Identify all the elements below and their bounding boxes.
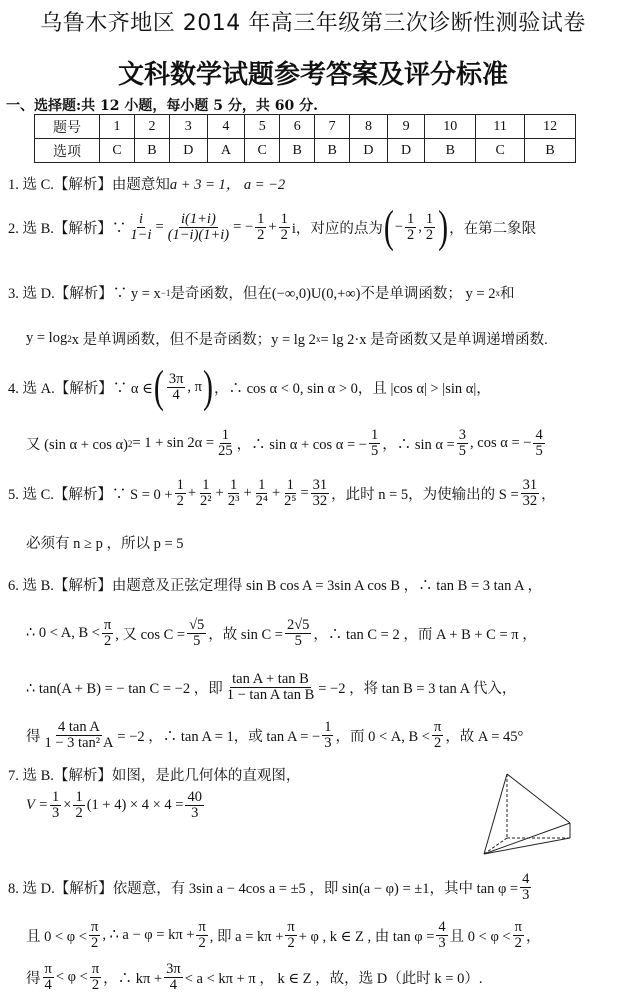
cell: B: [280, 139, 315, 163]
denominator: 2: [176, 493, 184, 510]
fraction: [196, 920, 207, 951]
numerator: 1: [52, 789, 60, 805]
text: 是奇函数，但在(−∞,0)U(0,+∞)不是单调函数； y = 2: [170, 286, 496, 302]
numerator: 2√5: [286, 617, 310, 633]
fraction: [520, 872, 531, 903]
numerator: 1: [286, 477, 294, 493]
denominator: 2²: [200, 493, 212, 510]
text: = −2 ，∴ tan A = 1，或 tan A = −: [117, 729, 321, 746]
text: = lg 2·x 是奇函数又是单调递增函数.: [320, 332, 548, 348]
cell: 5: [245, 115, 280, 139]
text: ∴ tan(A + B) = − tan C = −2 ，即: [26, 681, 223, 698]
numerator: 1: [280, 211, 288, 227]
text: 2. 选 B.【解析】∵: [8, 221, 127, 238]
fraction: [436, 920, 447, 951]
exponent: 2: [127, 438, 133, 449]
denominator: 25: [218, 443, 233, 460]
solution-8-line-2: [26, 920, 540, 951]
cell: 2: [134, 115, 169, 139]
denominator: 2³: [227, 493, 240, 510]
text: 7. 选 B.【解析】如图，是此几何体的直观图，: [8, 768, 301, 784]
answer-table: [34, 114, 576, 163]
cell: D: [387, 139, 425, 163]
numerator: 4: [535, 427, 543, 443]
denominator: 4: [169, 977, 178, 994]
numerator: π: [91, 961, 100, 977]
fraction: [43, 720, 116, 751]
text: < φ <: [55, 969, 88, 986]
exponent: −1: [160, 287, 171, 298]
cell: C: [245, 139, 280, 163]
text: ，∴ kπ +: [103, 971, 163, 988]
text: ∴ 0 < A, B <: [26, 625, 100, 642]
fraction: [164, 962, 183, 993]
text: y = log: [26, 330, 68, 346]
solution-6-line-3: [26, 672, 516, 703]
exponent: x: [495, 287, 500, 298]
solution-2: 2. 选 B.【解析】∵ $\frac{i}{1-i}$ = $\frac{i(1+i)}{(1-i)(1+i)}$ = − $\frac{1}{2}$ + $\frac{1}{2}$ i，对应的点为 ( − $\frac{1}{2}$ , $\frac{1}{2}$ ) ，在第二象限: [8, 202, 537, 252]
text: x 是单调函数，但不是奇函数；y = lg 2: [71, 332, 316, 348]
fraction: [255, 212, 266, 243]
numerator: i: [138, 211, 143, 227]
fraction: [216, 428, 235, 459]
denominator: 3: [522, 887, 530, 904]
denominator: 3: [324, 735, 332, 752]
text: 又 (sin α + cos α): [26, 437, 128, 454]
numerator: 1: [202, 477, 210, 493]
fraction: [254, 478, 270, 509]
numerator: 1: [257, 211, 265, 227]
pyramid-figure: [478, 768, 578, 863]
denominator: 1 − tan A tan B: [226, 687, 315, 704]
fraction: [185, 790, 204, 821]
numerator: 1: [176, 477, 184, 493]
cell: 1: [100, 115, 135, 139]
table-row-choices: [35, 139, 576, 163]
numerator: 3π: [168, 371, 184, 387]
denominator: 2: [91, 977, 100, 994]
fraction: [226, 478, 242, 509]
numerator: 1: [258, 477, 266, 493]
denominator: 3: [52, 805, 60, 822]
numerator: π: [198, 919, 206, 935]
cell: A: [207, 139, 245, 163]
text: 且 0 < φ <: [26, 929, 87, 946]
text: ，此时 n = 5，为使输出的 S =: [331, 487, 519, 504]
numerator: 31: [312, 477, 328, 493]
text: ，: [525, 929, 541, 946]
numerator: 31: [522, 477, 538, 493]
text: =: [300, 485, 309, 502]
cell: 10: [425, 115, 476, 139]
document-subtitle: 文科数学试题参考答案及评分标准: [117, 60, 508, 90]
text: ×: [63, 797, 72, 814]
document-title: 乌鲁木齐地区 2014 年高三年级第三次诊断性测验试卷: [40, 11, 586, 36]
cell: B: [315, 139, 350, 163]
cell: 11: [476, 115, 525, 139]
numerator: 3: [458, 427, 467, 443]
subscript: 2: [67, 333, 72, 344]
exponent: x: [315, 333, 321, 344]
text: ，∴ sin α + cos α = −: [236, 437, 367, 454]
numerator: 1: [407, 211, 415, 227]
solution-4: 4. 选 A.【解析】∵ α ∈ ( $\frac{3\pi}{4}$ , π ) ，∴ cos α < 0, sin α > 0，且 |cos α| > |sin α|，: [8, 362, 491, 412]
fraction: [73, 790, 84, 821]
numerator: 1: [370, 427, 379, 443]
text: = 1 + sin 2α =: [132, 435, 215, 452]
cell: C: [100, 139, 135, 163]
cell: B: [425, 139, 476, 163]
numerator: 40: [187, 789, 202, 805]
denominator: 2: [425, 227, 434, 244]
fraction: [43, 962, 54, 993]
text: V =: [26, 797, 49, 814]
text: , 即 a = kπ +: [209, 929, 284, 946]
solution-4-line-2: [26, 428, 547, 459]
numerator: π: [90, 919, 99, 935]
text: ，∴ sin α =: [382, 437, 455, 454]
solution-6-line-4: [26, 720, 523, 751]
solution-3-line-2: [26, 328, 548, 349]
numerator: π: [514, 919, 522, 935]
row-label: 选项: [35, 139, 100, 163]
denominator: 5: [535, 443, 543, 460]
fraction: [175, 478, 186, 509]
text: 和: [499, 286, 515, 302]
solution-5: 5. 选 C.【解析】∵ S = 0 + $\frac{1}{2}$ + $\frac{1}{\text{2²}}$ + $\frac{1}{\text{2³}}$ + $\frac{1}{\text{2⁴}}$ + $\frac{1}{\text{2⁵}}$ = $\frac{31}{32}$ ，此时 n = 5，为使输出的 S = $\frac{31}{32}$ ，: [8, 477, 556, 510]
denominator: 2: [280, 227, 288, 244]
fraction: [513, 920, 524, 951]
denominator: 5: [370, 443, 379, 460]
denominator: 2: [257, 227, 265, 244]
solution-8-line-3: [26, 962, 482, 993]
cell: 9: [387, 115, 425, 139]
denominator: 2: [407, 227, 415, 244]
text: ，∴ cos α < 0, sin α > 0，且 |cos α| > |sin α|，: [213, 381, 491, 398]
solution-5-line-2: [26, 532, 184, 553]
text: 5. 选 C.【解析】∵ S = 0 +: [8, 487, 173, 504]
numerator: 4 tan A: [58, 719, 100, 735]
cell: D: [169, 139, 207, 163]
text: = −2 ，将 tan B = 3 tan A 代入，: [318, 681, 517, 698]
numerator: π: [103, 617, 112, 633]
section-heading: 一、选择题:共 12 小题，每小题 5 分，共 60 分.: [6, 98, 318, 114]
numerator: π: [44, 961, 52, 977]
text: , π: [187, 379, 202, 396]
cell: C: [476, 139, 525, 163]
numerator: 1: [324, 719, 332, 735]
text: , ∴ a − φ = kπ +: [102, 927, 195, 944]
numerator: √5: [189, 617, 205, 633]
text: ，∴ tan C = 2 ，而 A + B + C = π ，: [313, 627, 537, 644]
text: 4. 选 A.【解析】∵ α ∈: [8, 381, 153, 398]
fraction: [322, 720, 333, 751]
text: +: [268, 219, 277, 236]
denominator: 1 − 3 tan² A: [44, 735, 114, 752]
fraction: [405, 212, 416, 243]
fraction: [424, 212, 435, 243]
denominator: 2: [91, 935, 99, 952]
text: 8. 选 D.【解析】依题意，有 3sin a − 4cos a = ±5 ，即 sin(a − φ) = ±1，其中 tan φ =: [8, 881, 519, 898]
text: ，: [541, 487, 556, 504]
numerator: π: [433, 719, 442, 735]
denominator: 2⁵: [284, 493, 297, 510]
fraction: [166, 212, 231, 243]
text: 得: [26, 729, 41, 746]
fraction: [167, 372, 186, 403]
cell: 7: [315, 115, 350, 139]
solution-7: [8, 764, 300, 785]
cell: B: [525, 139, 576, 163]
fraction: [50, 790, 61, 821]
numerator: i(1+i): [181, 211, 216, 227]
text: 6. 选 B.【解析】由题意及正弦定理得 sin B cos A = 3sin A cos B ，∴ tan B = 3 tan A ，: [8, 578, 542, 594]
text: (1 + 4) × 4 × 4 =: [86, 797, 184, 814]
row-label: 题号: [35, 115, 100, 139]
denominator: 4: [172, 387, 180, 404]
denominator: 2: [75, 805, 83, 822]
denominator: 2: [434, 735, 442, 752]
denominator: 5: [193, 633, 201, 650]
fraction: [128, 212, 153, 243]
text: ，而 0 < A, B <: [335, 729, 430, 746]
cell: 8: [350, 115, 388, 139]
fraction: [521, 478, 540, 509]
fraction: [533, 428, 544, 459]
fraction: [187, 618, 206, 649]
denominator: 2: [287, 935, 295, 952]
text: , cos α = −: [470, 435, 532, 452]
text: < a < kπ + π ， k ∈ Z ，故，选 D（此时 k = 0）.: [184, 971, 483, 988]
fraction: [311, 478, 330, 509]
numerator: 4: [522, 871, 530, 887]
text: , 又 cos C =: [115, 627, 186, 644]
cell: B: [134, 139, 169, 163]
fraction: [369, 428, 380, 459]
fraction: [90, 962, 101, 993]
denominator: (1−i)(1+i): [167, 227, 230, 244]
solution-6-line-2: [26, 618, 537, 649]
text: = −: [233, 219, 254, 236]
fraction: [282, 478, 298, 509]
solution-6: [8, 574, 542, 595]
cell: 6: [280, 115, 315, 139]
denominator: 3: [438, 935, 446, 952]
table-row-numbers: [35, 115, 576, 139]
text: 必须有 n ≥ p ，所以 p = 5: [26, 536, 184, 552]
text: ，故 A = 45°: [445, 729, 524, 746]
fraction: [279, 212, 290, 243]
text: ，在第二象限: [449, 221, 537, 238]
text: i，对应的点为: [291, 221, 383, 238]
math: a + 3 = 1， a = −2: [169, 177, 286, 193]
denominator: 2: [198, 935, 206, 952]
denominator: 4: [44, 977, 52, 994]
denominator: 5: [458, 443, 467, 460]
fraction: [432, 720, 443, 751]
cell: 4: [207, 115, 245, 139]
fraction: [457, 428, 468, 459]
denominator: 2: [103, 633, 112, 650]
fraction: [198, 478, 214, 509]
numerator: 1: [425, 211, 434, 227]
fraction: [89, 920, 100, 951]
numerator: tan A + tan B: [232, 671, 309, 687]
solution-7-line-2: [26, 790, 206, 821]
text: 3. 选 D.【解析】∵ y = x: [8, 286, 161, 302]
cell: D: [350, 139, 388, 163]
text: ，故 sin C =: [208, 627, 283, 644]
solution-8: [8, 872, 533, 903]
denominator: 2: [514, 935, 522, 952]
numerator: 4: [438, 919, 446, 935]
text: 且 0 < φ <: [449, 929, 511, 946]
text: 1. 选 C.【解析】由题意知: [8, 177, 170, 193]
text: 得: [26, 971, 41, 988]
solution-3: [8, 282, 514, 303]
numerator: 3π: [166, 961, 181, 977]
fraction: [285, 920, 296, 951]
text: + φ , k ∈ Z , 由 tan φ =: [298, 929, 435, 946]
solution-1: [8, 173, 285, 194]
denominator: 1−i: [130, 227, 152, 244]
denominator: 3: [191, 805, 199, 822]
numerator: 1: [221, 427, 229, 443]
denominator: 32: [522, 493, 538, 510]
numerator: π: [287, 919, 295, 935]
cell: 12: [525, 115, 576, 139]
numerator: 1: [75, 789, 83, 805]
fraction: [285, 618, 311, 649]
cell: 3: [169, 115, 207, 139]
denominator: 32: [312, 493, 328, 510]
denominator: 2⁴: [255, 493, 268, 510]
numerator: 1: [230, 477, 238, 493]
denominator: 5: [294, 633, 302, 650]
fraction: [102, 618, 113, 649]
fraction: [225, 672, 317, 703]
